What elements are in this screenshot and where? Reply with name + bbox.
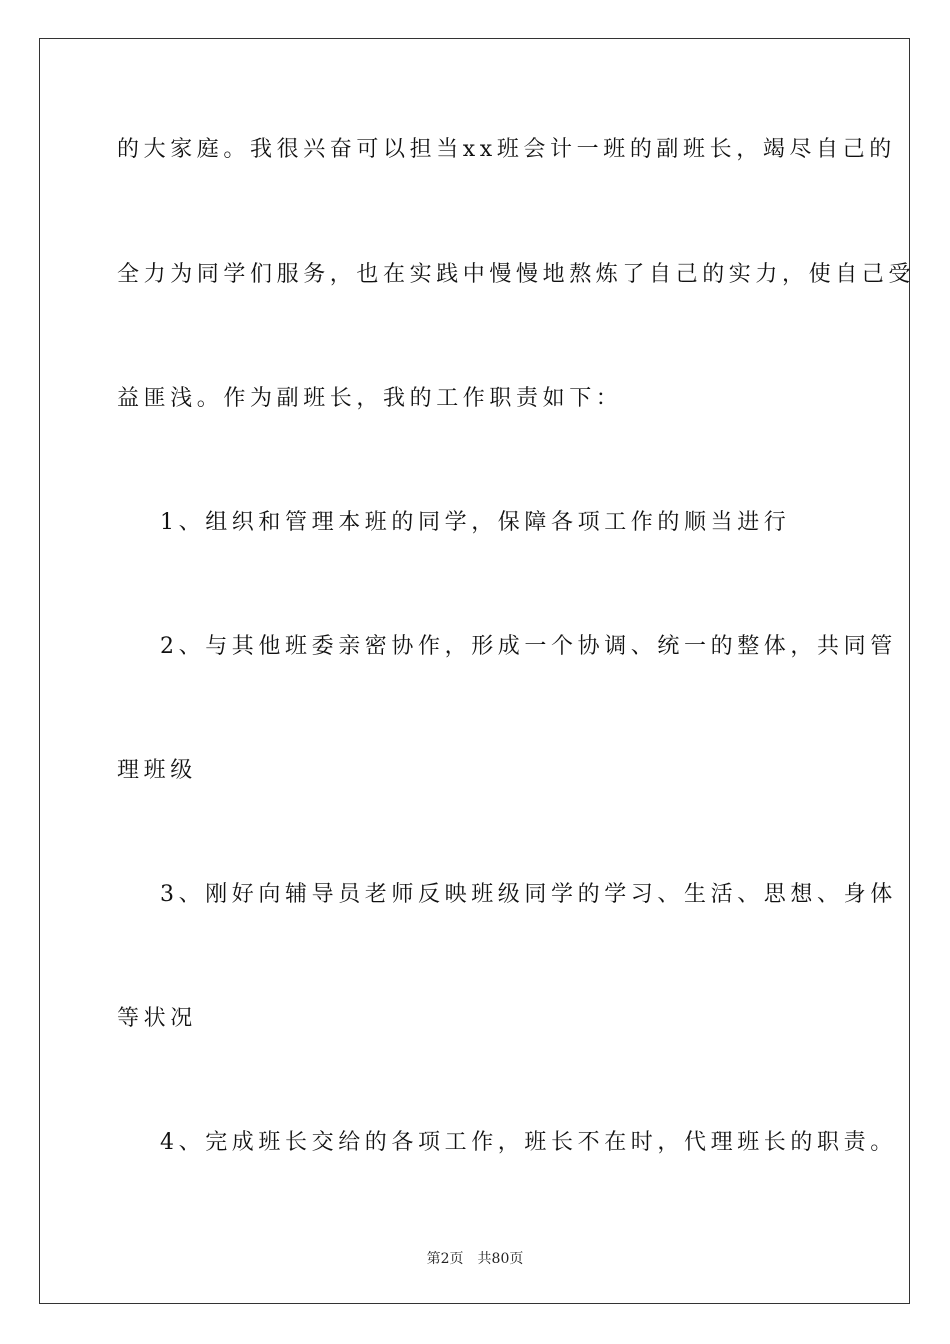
total-pages: 共80页	[477, 1251, 524, 1267]
list-item-2: 2、与其他班委亲密协作，形成一个协调、统一的整体，共同管	[160, 634, 897, 659]
list-item-3: 3、刚好向辅导员老师反映班级同学的学习、生活、思想、身体	[160, 882, 897, 907]
list-item-2-continuation: 理班级	[117, 758, 197, 783]
page-footer	[0, 1248, 950, 1268]
list-item-3-continuation: 等状况	[117, 1006, 197, 1031]
body-line-3: 益匪浅。作为副班长，我的工作职责如下：	[117, 386, 623, 411]
list-item-1: 1、组织和管理本班的同学，保障各项工作的顺当进行	[160, 510, 791, 535]
page-number: 第2页	[426, 1251, 464, 1267]
list-item-4: 4、完成班长交给的各项工作，班长不在时，代理班长的职责。	[160, 1130, 897, 1155]
body-line-1: 的大家庭。我很兴奋可以担当xx班会计一班的副班长，竭尽自己的	[117, 137, 896, 162]
body-line-2: 全力为同学们服务，也在实践中慢慢地熬炼了自己的实力，使自己受	[117, 262, 916, 287]
page-border	[39, 38, 910, 1304]
